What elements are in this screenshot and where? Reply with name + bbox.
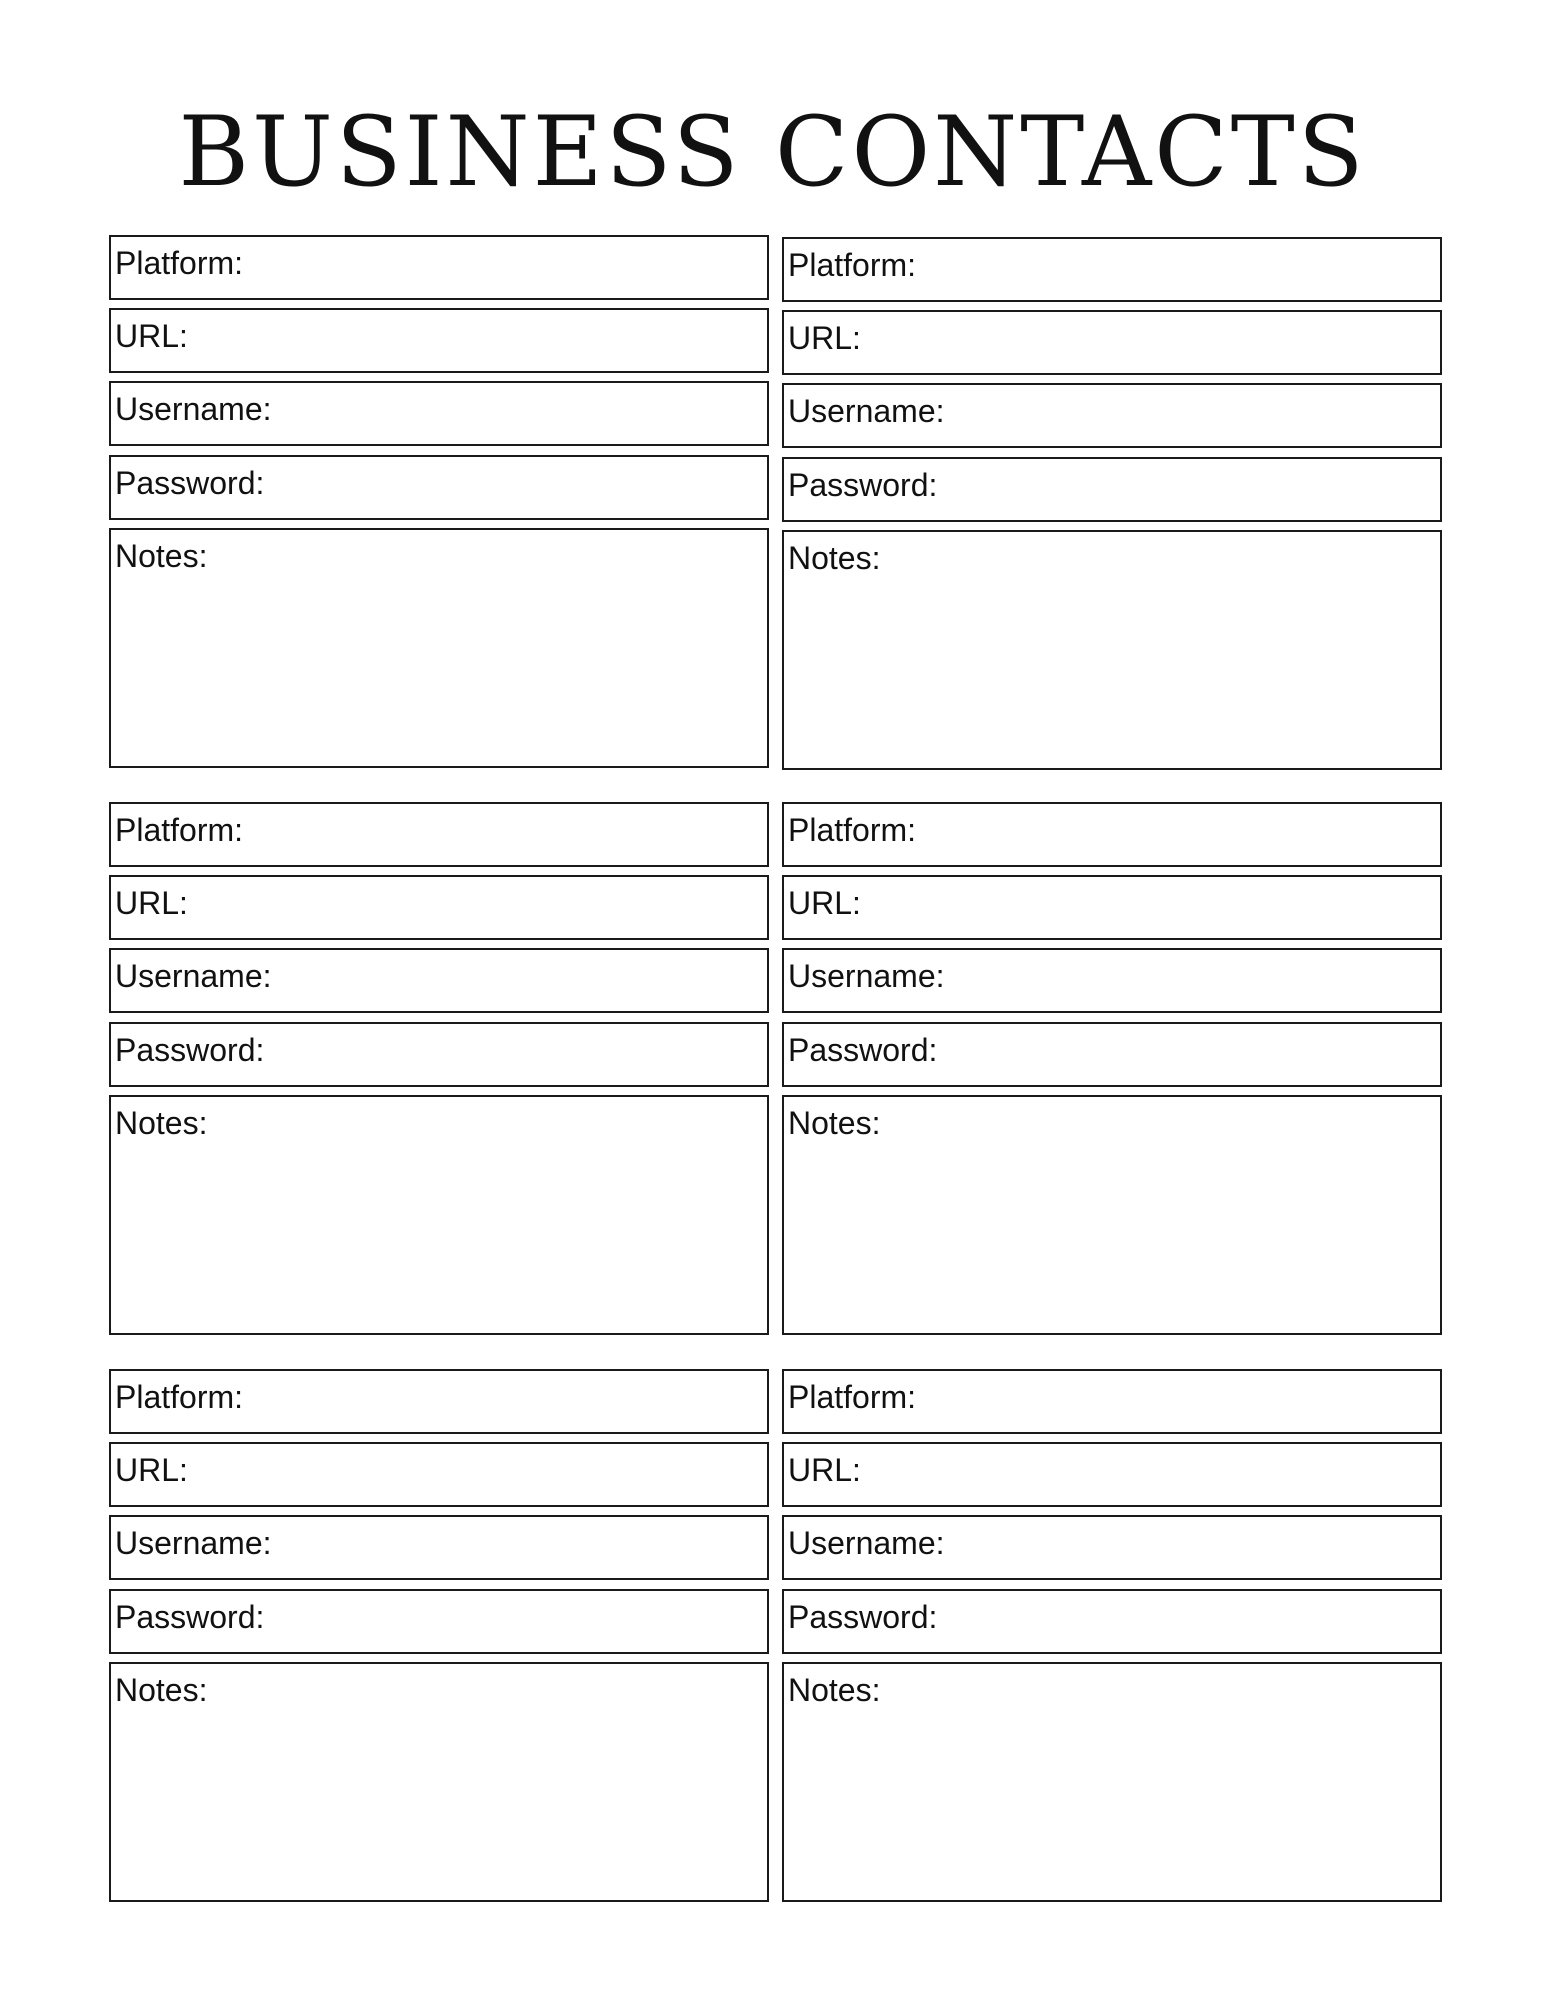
url-label: URL: — [115, 318, 188, 354]
notes-field[interactable] — [782, 1662, 1442, 1902]
url-field[interactable] — [782, 1442, 1442, 1507]
contact-card — [782, 237, 1442, 771]
platform-field[interactable] — [782, 1369, 1442, 1434]
url-label: URL: — [788, 885, 861, 921]
url-label: URL: — [788, 1452, 861, 1488]
password-label: Password: — [788, 467, 938, 503]
platform-label: Platform: — [115, 1379, 244, 1415]
notes-field[interactable] — [782, 530, 1442, 770]
url-field[interactable] — [109, 875, 769, 940]
username-field[interactable] — [782, 1515, 1442, 1580]
platform-label: Platform: — [115, 245, 244, 281]
password-field[interactable] — [782, 1589, 1442, 1654]
notes-field[interactable] — [109, 1662, 769, 1902]
platform-field[interactable] — [109, 1369, 769, 1434]
notes-field[interactable] — [109, 528, 769, 768]
platform-label: Platform: — [788, 247, 917, 283]
notes-label: Notes: — [115, 1672, 208, 1708]
notes-field[interactable] — [782, 1095, 1442, 1335]
url-label: URL: — [115, 1452, 188, 1488]
username-field[interactable] — [109, 381, 769, 446]
notes-label: Notes: — [788, 540, 881, 576]
url-label: URL: — [788, 320, 861, 356]
contact-card — [782, 802, 1442, 1336]
contact-card — [109, 235, 769, 769]
password-label: Password: — [115, 465, 265, 501]
platform-label: Platform: — [788, 1379, 917, 1415]
password-field[interactable] — [109, 1589, 769, 1654]
platform-field[interactable] — [782, 802, 1442, 867]
username-field[interactable] — [109, 948, 769, 1013]
url-field[interactable] — [109, 1442, 769, 1507]
contact-card — [109, 1369, 769, 1903]
url-label: URL: — [115, 885, 188, 921]
notes-label: Notes: — [115, 1105, 208, 1141]
password-field[interactable] — [109, 455, 769, 520]
notes-label: Notes: — [788, 1672, 881, 1708]
password-label: Password: — [115, 1032, 265, 1068]
notes-label: Notes: — [115, 538, 208, 574]
password-field[interactable] — [109, 1022, 769, 1087]
platform-field[interactable] — [109, 235, 769, 300]
url-field[interactable] — [782, 875, 1442, 940]
username-label: Username: — [788, 393, 945, 429]
password-label: Password: — [115, 1599, 265, 1635]
username-field[interactable] — [109, 1515, 769, 1580]
platform-field[interactable] — [782, 237, 1442, 302]
username-label: Username: — [788, 958, 945, 994]
password-label: Password: — [788, 1032, 938, 1068]
platform-label: Platform: — [788, 812, 917, 848]
contact-card — [109, 802, 769, 1336]
notes-field[interactable] — [109, 1095, 769, 1335]
platform-label: Platform: — [115, 812, 244, 848]
url-field[interactable] — [109, 308, 769, 373]
username-field[interactable] — [782, 948, 1442, 1013]
url-field[interactable] — [782, 310, 1442, 375]
username-field[interactable] — [782, 383, 1442, 448]
platform-field[interactable] — [109, 802, 769, 867]
contact-card — [782, 1369, 1442, 1903]
username-label: Username: — [115, 1525, 272, 1561]
page-title: BUSINESS CONTACTS — [178, 96, 1367, 208]
username-label: Username: — [115, 958, 272, 994]
username-label: Username: — [115, 391, 272, 427]
password-field[interactable] — [782, 1022, 1442, 1087]
password-label: Password: — [788, 1599, 938, 1635]
notes-label: Notes: — [788, 1105, 881, 1141]
username-label: Username: — [788, 1525, 945, 1561]
password-field[interactable] — [782, 457, 1442, 522]
